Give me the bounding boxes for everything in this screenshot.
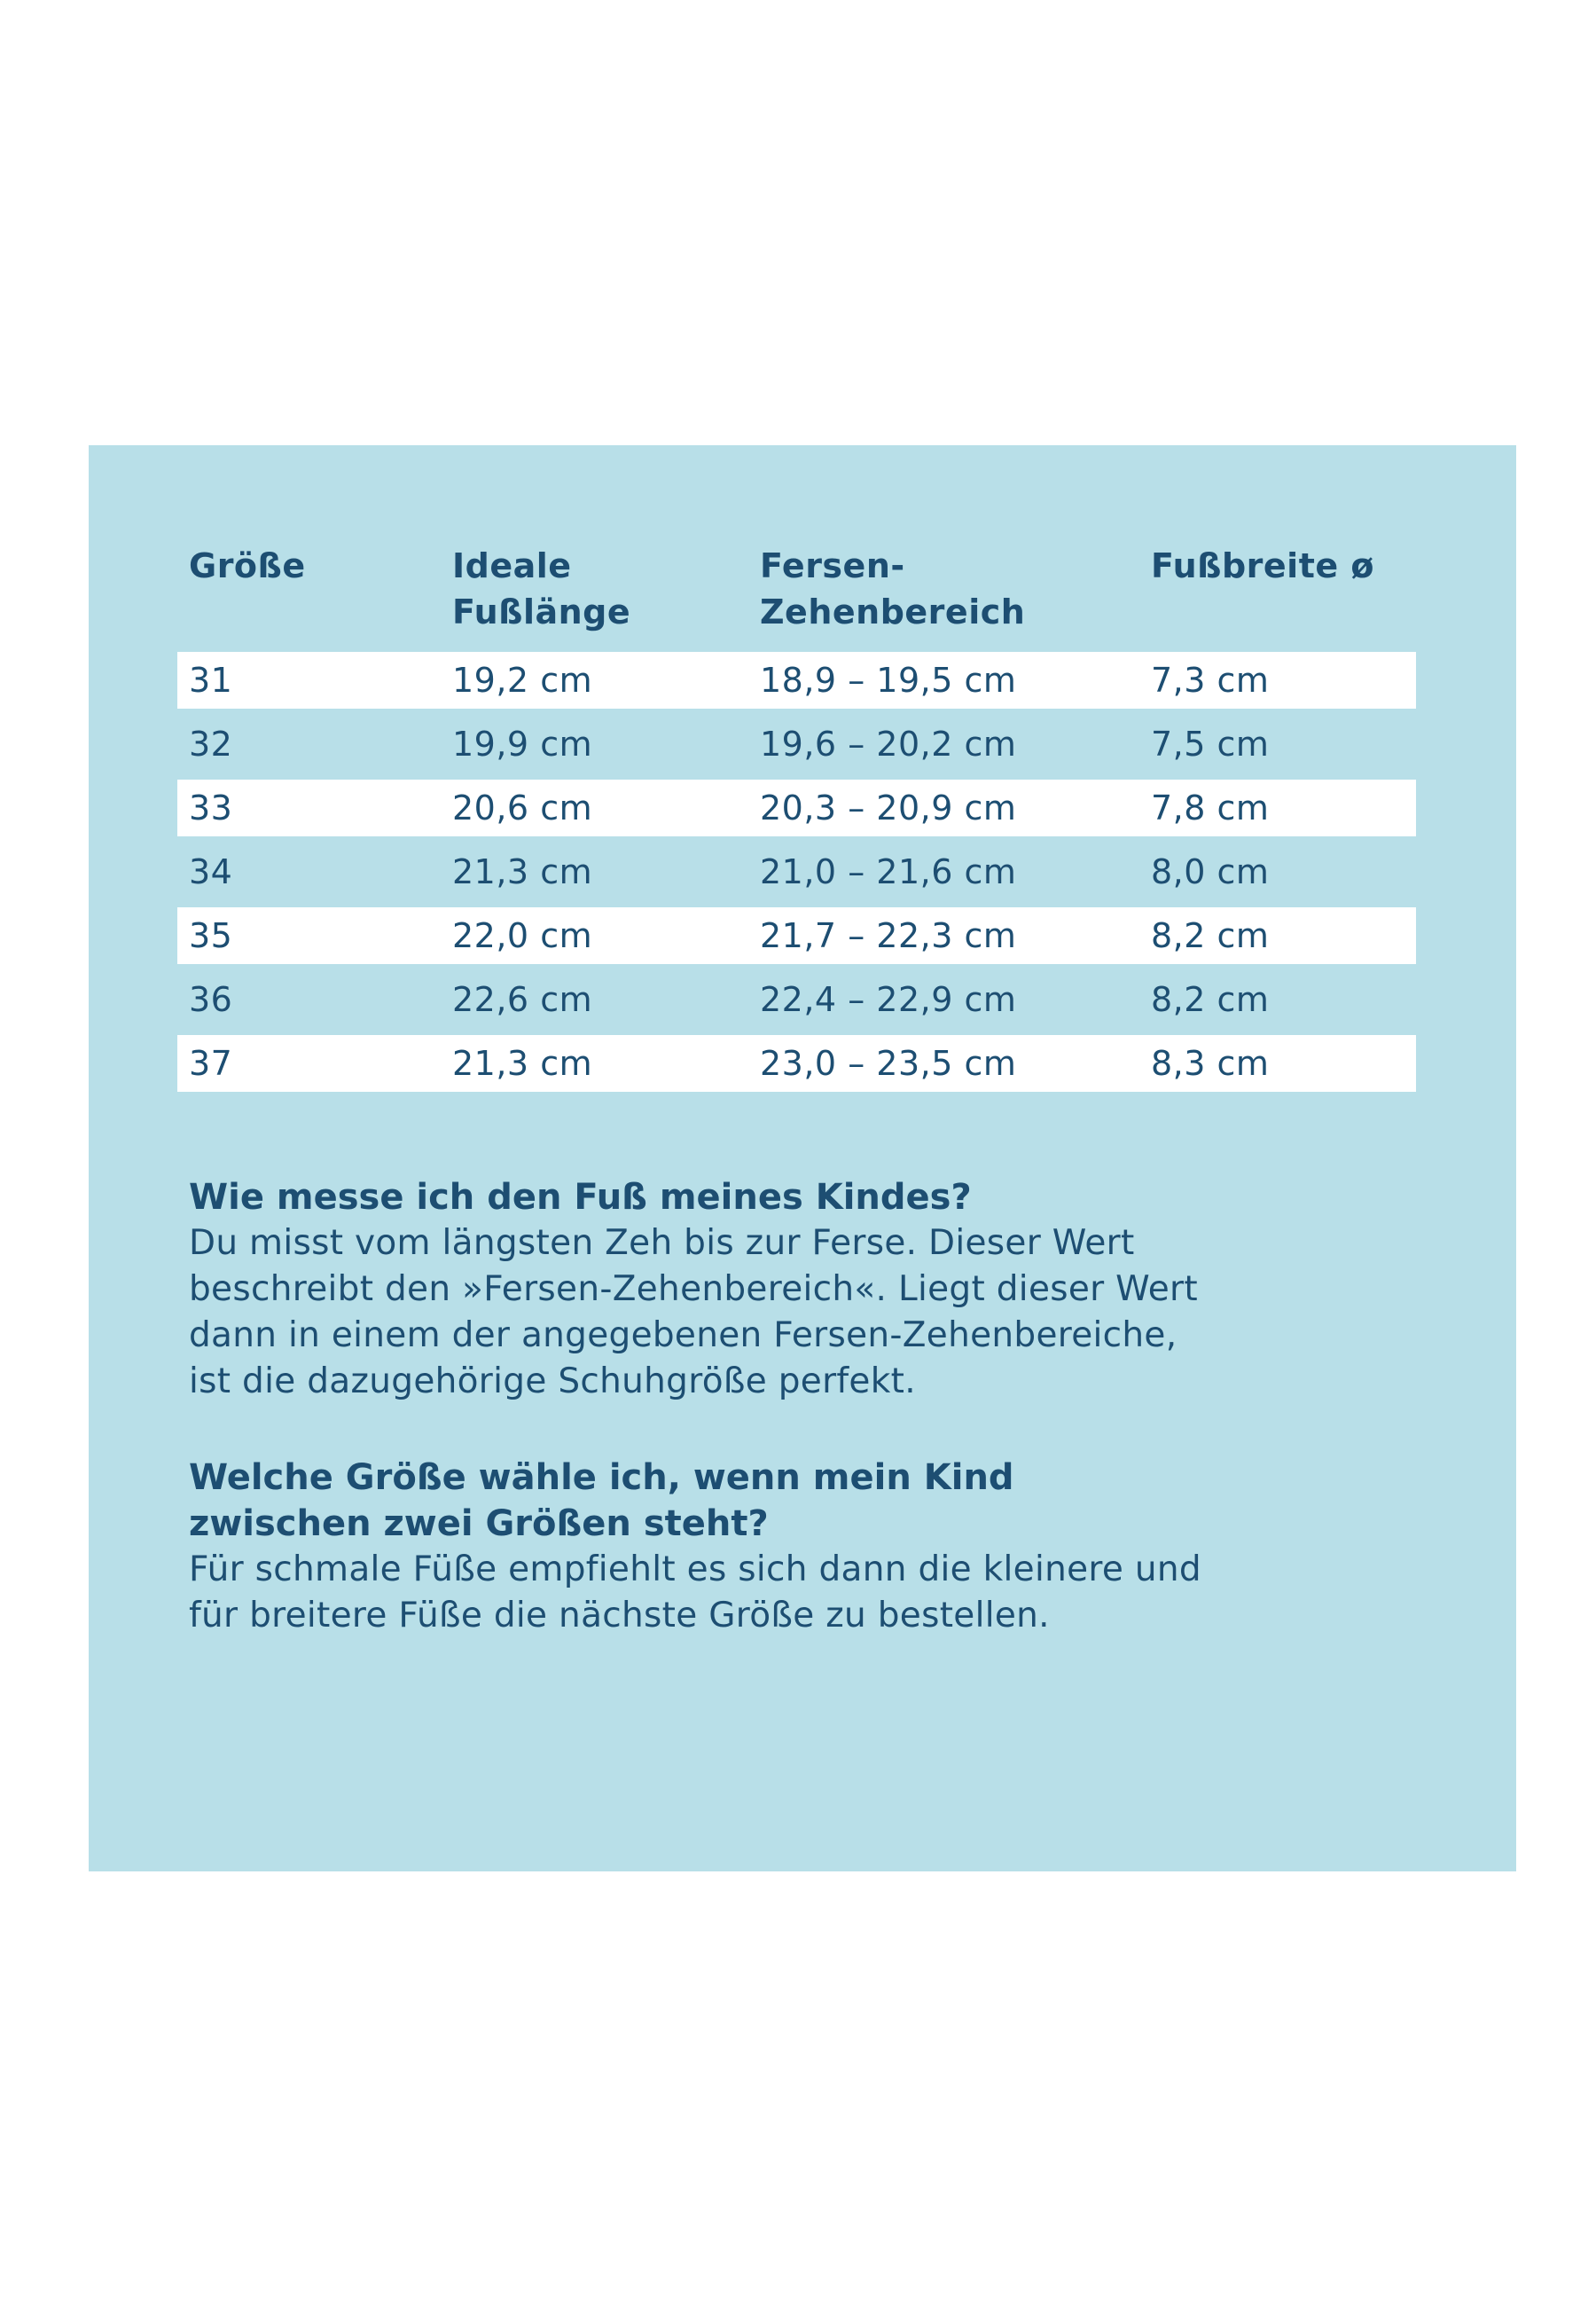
table-row: [177, 716, 1416, 773]
cell-heel-toe-range: 20,3 – 20,9 cm: [760, 788, 1017, 827]
header-size: [189, 543, 306, 589]
cell-heel-toe-range: 21,0 – 21,6 cm: [760, 852, 1017, 891]
faq-question: Welche Größe wähle ich, wenn mein Kind: [189, 1457, 1014, 1498]
cell-size: 32: [189, 725, 233, 764]
cell-heel-toe-range: 21,7 – 22,3 cm: [760, 916, 1017, 955]
cell-heel-toe-range: 22,4 – 22,9 cm: [760, 980, 1017, 1019]
cell-size: 33: [189, 788, 233, 827]
cell-ideal-length: 21,3 cm: [452, 852, 593, 891]
faq-answer-line: Du misst vom längsten Zeh bis zur Ferse. Dieser Wert: [189, 1223, 1135, 1263]
header-ideal-length-line2: Fußlänge: [452, 592, 631, 631]
cell-ideal-length: 22,6 cm: [452, 980, 593, 1019]
table-row: [177, 907, 1416, 964]
cell-heel-toe-range: 18,9 – 19,5 cm: [760, 661, 1017, 700]
cell-foot-width: 7,5 cm: [1151, 725, 1270, 764]
cell-ideal-length: 19,2 cm: [452, 661, 593, 700]
faq-answer-line: dann in einem der angegebenen Fersen-Zehenbereiche,: [189, 1315, 1177, 1355]
cell-ideal-length: 22,0 cm: [452, 916, 593, 955]
faq-question: Wie messe ich den Fuß meines Kindes?: [189, 1177, 972, 1218]
header-size-label: Größe: [189, 546, 306, 585]
faq-between-sizes: [189, 1455, 1333, 1639]
cell-heel-toe-range: 19,6 – 20,2 cm: [760, 725, 1017, 764]
table-row: [177, 843, 1416, 900]
header-foot-width-label: Fußbreite ø: [1151, 546, 1374, 585]
faq-answer-line: Für schmale Füße empfiehlt es sich dann die kleinere und: [189, 1549, 1201, 1589]
size-table: [177, 543, 1416, 1099]
header-heel-toe-line2: Zehenbereich: [760, 592, 1026, 631]
cell-heel-toe-range: 23,0 – 23,5 cm: [760, 1044, 1017, 1083]
cell-foot-width: 8,2 cm: [1151, 916, 1270, 955]
table-header-row: [177, 543, 1416, 652]
cell-size: 31: [189, 661, 233, 700]
cell-foot-width: 8,0 cm: [1151, 852, 1270, 891]
faq-measure-foot: [189, 1174, 1333, 1405]
cell-ideal-length: 19,9 cm: [452, 725, 593, 764]
header-foot-width: [1151, 543, 1417, 589]
header-heel-toe-line1: Fersen-: [760, 546, 905, 585]
cell-ideal-length: 20,6 cm: [452, 788, 593, 827]
cell-foot-width: 8,2 cm: [1151, 980, 1270, 1019]
cell-ideal-length: 21,3 cm: [452, 1044, 593, 1083]
header-ideal-length: [452, 543, 771, 635]
table-row: [177, 1035, 1416, 1092]
cell-size: 34: [189, 852, 233, 891]
cell-foot-width: 7,3 cm: [1151, 661, 1270, 700]
cell-size: 35: [189, 916, 233, 955]
cell-size: 36: [189, 980, 233, 1019]
cell-foot-width: 8,3 cm: [1151, 1044, 1270, 1083]
cell-size: 37: [189, 1044, 233, 1083]
table-row: [177, 971, 1416, 1028]
faq-answer-line: beschreibt den »Fersen-Zehenbereich«. Liegt dieser Wert: [189, 1269, 1198, 1309]
faq-answer-line: ist die dazugehörige Schuhgröße perfekt.: [189, 1361, 916, 1401]
cell-foot-width: 7,8 cm: [1151, 788, 1270, 827]
size-guide-panel: [89, 445, 1516, 1871]
header-heel-toe-range: [760, 543, 1079, 635]
faq-answer-line: für breitere Füße die nächste Größe zu bestellen.: [189, 1596, 1050, 1635]
table-row: [177, 780, 1416, 836]
header-ideal-length-line1: Ideale: [452, 546, 572, 585]
faq-question: zwischen zwei Größen steht?: [189, 1503, 769, 1544]
table-row: [177, 652, 1416, 709]
